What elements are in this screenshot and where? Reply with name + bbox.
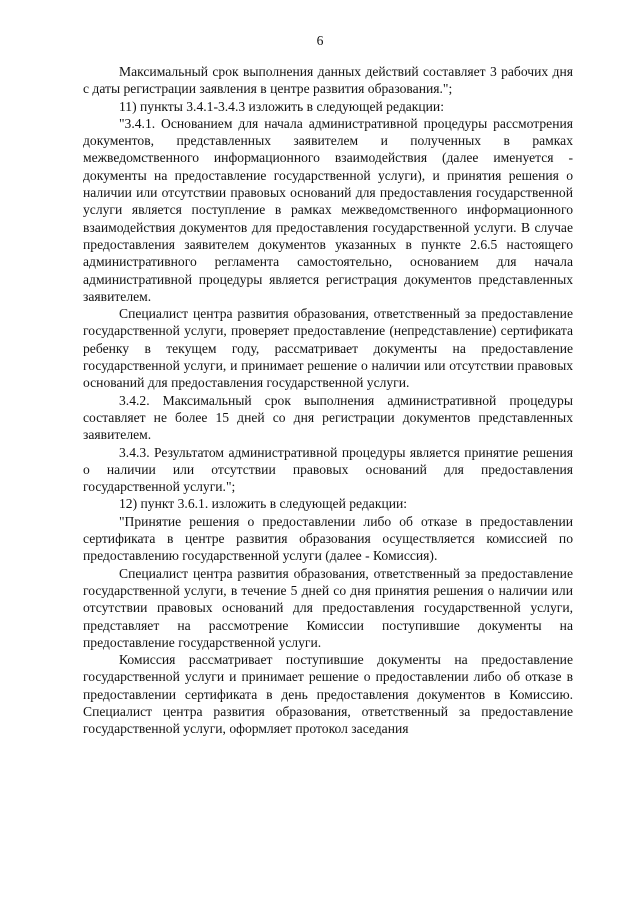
paragraph: Комиссия рассматривает поступившие документы на предоставление государственной услуги и принимает решение о предоставлении либо об отказе в предоставлении сертификата в день предоставления документов в Комиссию. Специалист центра развития образования, ответственный за предоставление государственной услуги, оформляет протокол заседания — [83, 652, 573, 737]
paragraph: 3.4.2. Максимальный срок выполнения административной процедуры составляет не более 15 дней со дня регистрации документов представленных заявителем. — [83, 392, 573, 443]
paragraph: 12) пункт 3.6.1. изложить в следующей редакции: — [119, 496, 408, 512]
page-number: 6 — [316, 33, 324, 48]
paragraph: Максимальный срок выполнения данных действий составляет 3 рабочих дня с даты регистрации заявления в центре развития образования."; — [83, 64, 573, 97]
paragraph: 3.4.3. Результатом административной процедуры является принятие решения о наличии или отсутствии правовых оснований для предоставления государственной услуги."; — [83, 444, 573, 495]
paragraph: 11) пункты 3.4.1-3.4.3 изложить в следующей редакции: — [119, 98, 444, 114]
paragraph: "Принятие решения о предоставлении либо об отказе в предоставлении сертификата в центре развития образования осуществляется комиссией по предоставлению государственной услуги (далее - Комиссия). — [83, 513, 573, 564]
paragraph: Специалист центра развития образования, ответственный за предоставление государственной услуги, в течение 5 дней со дня принятия решения о наличии или отсутствии правовых оснований для предоставления государственной услуги, представляет на рассмотрение Комиссии поступившие документы на предоставление государственной услуги. — [83, 565, 573, 650]
document-body — [83, 63, 573, 738]
paragraph: "3.4.1. Основанием для начала административной процедуры рассмотрения документов, представленных заявителем и полученных в рамках межведомственного информационного взаимодействия (далее именуется - документы на предоставление государственной услуги), и принятия решения о наличии или отсутствии правовых оснований для предоставления государственной услуги является поступление в рамках межведомственного информационного взаимодействия документов для предоставления государственной услуги. В случае предоставления заявителем документов указанных в пункте 2.6.5 настоящего административного регламента самостоятельно, основанием для начала административной процедуры является регистрация документов представленных заявителем. — [83, 115, 573, 304]
paragraph: Специалист центра развития образования, ответственный за предоставление государственной услуги, проверяет предоставление (непредставление) сертификата ребенку в текущем году, рассматривает документы на предоставление государственной услуги, и принимает решение о наличии или отсутствии правовых оснований для предоставления государственной услуги. — [83, 306, 573, 391]
